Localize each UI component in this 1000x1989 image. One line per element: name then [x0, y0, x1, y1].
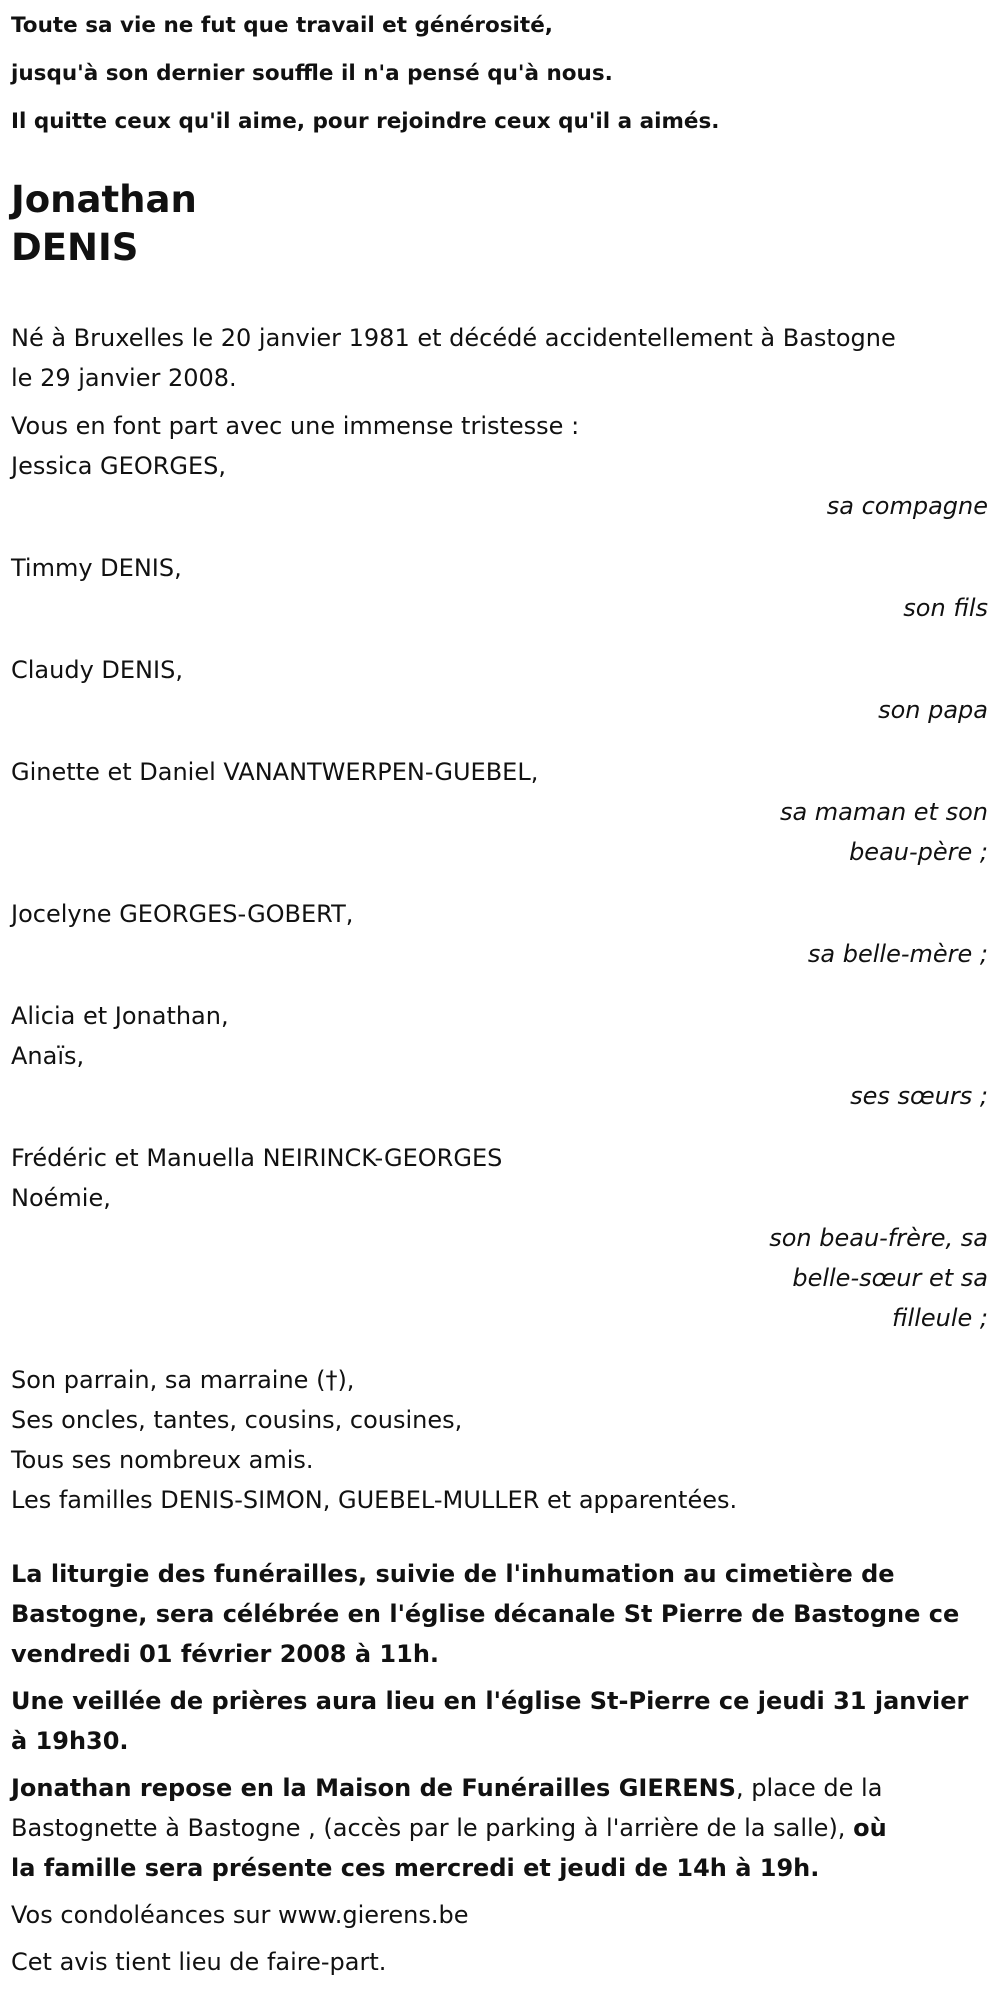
notify-intro: Vous en font part avec une immense tristesse : — [11, 412, 580, 440]
family-entry-relation: son papa — [878, 696, 988, 724]
vigil-notice — [11, 1681, 991, 1761]
rest-where-text: où — [853, 1814, 887, 1842]
family-entry-name: Jessica GEORGES, — [11, 452, 227, 480]
condolences-notice — [11, 1895, 991, 1935]
family-entry-relation: sa belle-mère ; — [807, 940, 988, 968]
family-entry — [11, 548, 991, 628]
other-relatives — [11, 1360, 991, 1520]
rest-normal-text: , place de la — [735, 1774, 883, 1802]
family-entry-name: Noémie, — [11, 1184, 111, 1212]
deceased-first-name: Jonathan — [11, 178, 197, 221]
other-line: Les familles DENIS-SIMON, GUEBEL-MULLER et apparentées. — [11, 1486, 738, 1514]
family-entry — [11, 996, 991, 1116]
other-line: Son parrain, sa marraine (†), — [11, 1366, 355, 1394]
family-entry-name: Alicia et Jonathan, — [11, 1002, 229, 1030]
birth-line-2: le 29 janvier 2008. — [11, 364, 237, 392]
rest-line-3: la famille sera présente ces mercredi et jeudi de 14h à 19h. — [11, 1854, 820, 1882]
family-entry-name: Ginette et Daniel VANANTWERPEN-GUEBEL, — [11, 758, 539, 786]
family-entry-name: Claudy DENIS, — [11, 656, 183, 684]
family-entry-name: Timmy DENIS, — [11, 554, 182, 582]
family-entry-relation: son beau-frère, sa — [769, 1224, 988, 1252]
family-entry — [11, 446, 991, 526]
condolences-line: Vos condoléances sur www.gierens.be — [11, 1901, 469, 1929]
birth-line-1: Né à Bruxelles le 20 janvier 1981 et décédé accidentellement à Bastogne — [11, 324, 896, 352]
liturgy-line-1: La liturgie des funérailles, suivie de l'inhumation au cimetière de — [11, 1560, 895, 1588]
family-entry-relation: filleule ; — [892, 1304, 988, 1332]
deceased-last-name: DENIS — [11, 226, 139, 269]
family-list — [11, 406, 991, 1520]
family-entry-relation: sa compagne — [826, 492, 988, 520]
liturgy-line-2: Bastogne, sera célébrée en l'église décanale St Pierre de Bastogne ce — [11, 1600, 960, 1628]
intro-line-1: Toute sa vie ne fut que travail et générosité, — [11, 13, 553, 38]
family-entry — [11, 752, 991, 872]
birth-death-statement — [11, 318, 991, 398]
rest-address-text: Bastognette à Bastogne , (accès par le parking à l'arrière de la salle), — [11, 1814, 846, 1842]
other-line: Tous ses nombreux amis. — [11, 1446, 314, 1474]
family-entry-relation: ses sœurs ; — [850, 1082, 988, 1110]
intro-quote — [11, 0, 991, 146]
family-entry-relation: beau-père ; — [849, 838, 988, 866]
family-entry-name: Anaïs, — [11, 1042, 85, 1070]
family-entry — [11, 1138, 991, 1338]
family-entry — [11, 650, 991, 730]
funeral-details — [11, 1554, 991, 1982]
vigil-line-1: Une veillée de prières aura lieu en l'église St-Pierre ce jeudi 31 janvier — [11, 1687, 969, 1715]
faire-part-notice — [11, 1942, 991, 1982]
rest-bold-text: Jonathan repose en la Maison de Funérailles GIERENS — [11, 1774, 736, 1802]
family-entry-name: Jocelyne GEORGES-GOBERT, — [11, 900, 354, 928]
deceased-name — [11, 176, 991, 272]
intro-line-3: Il quitte ceux qu'il aime, pour rejoindre ceux qu'il a aimés. — [11, 109, 720, 134]
liturgy-notice — [11, 1554, 991, 1674]
family-entry-relation: belle-sœur et sa — [792, 1264, 988, 1292]
rest-line-2 — [11, 1808, 991, 1848]
rest-line-1 — [11, 1768, 991, 1808]
faire-part-line: Cet avis tient lieu de faire-part. — [11, 1948, 387, 1976]
family-entry — [11, 894, 991, 974]
rest-notice — [11, 1768, 991, 1888]
vigil-line-2: à 19h30. — [11, 1727, 129, 1755]
intro-line-2: jusqu'à son dernier souffle il n'a pensé qu'à nous. — [11, 61, 613, 86]
other-line: Ses oncles, tantes, cousins, cousines, — [11, 1406, 463, 1434]
liturgy-line-3: vendredi 01 février 2008 à 11h. — [11, 1640, 440, 1668]
obituary-page — [11, 0, 991, 1989]
family-entry-name: Frédéric et Manuella NEIRINCK-GEORGES — [11, 1144, 503, 1172]
family-entry-relation: sa maman et son — [779, 798, 988, 826]
family-entry-relation: son fils — [903, 594, 988, 622]
